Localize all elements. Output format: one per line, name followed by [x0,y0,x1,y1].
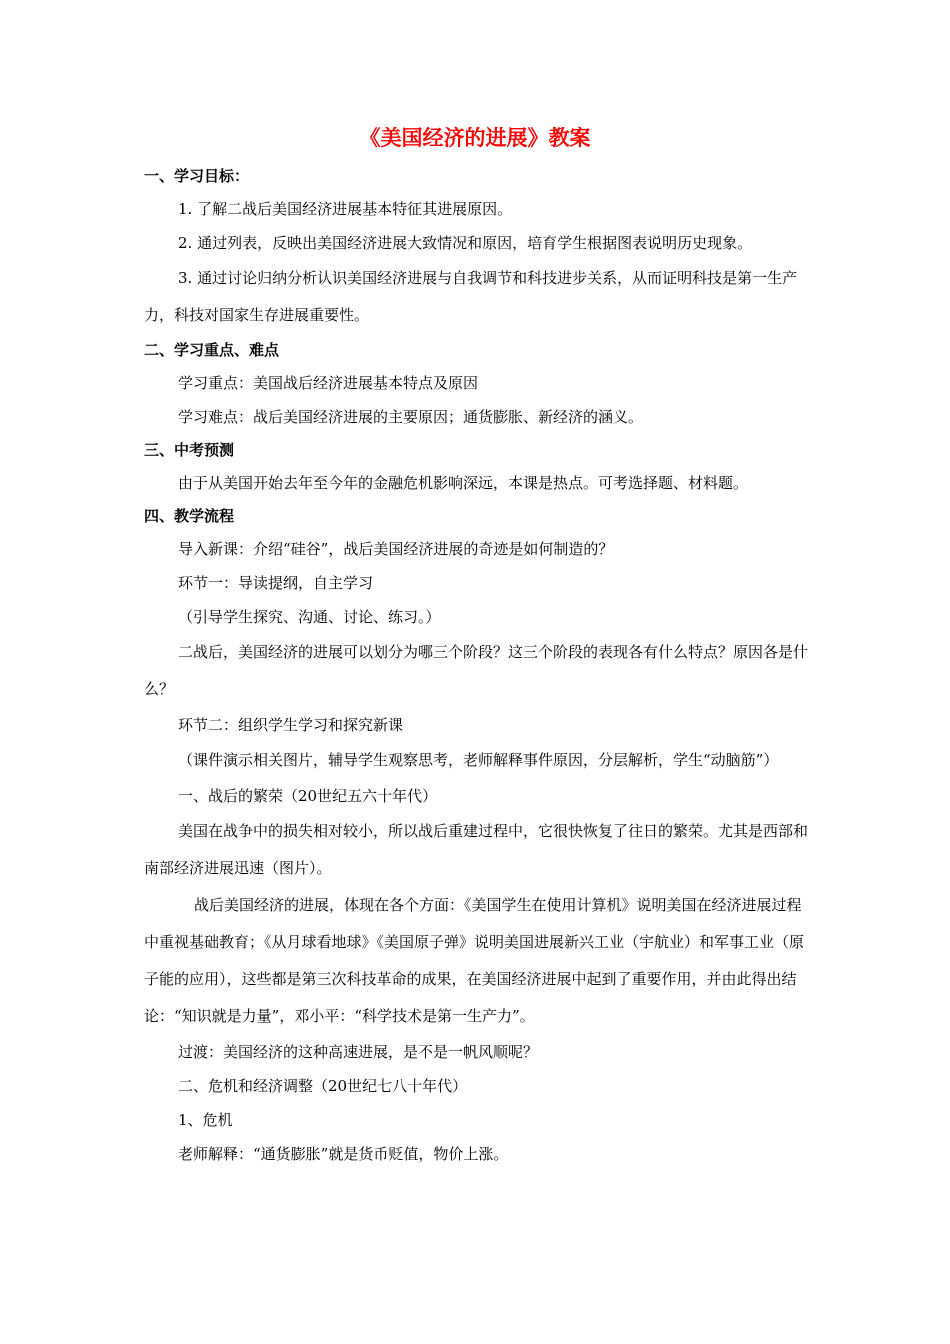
subsection-crisis: 1、危机 [178,1111,233,1129]
subsection-postwar-prosperity: 一、战后的繁荣（20世纪五六十年代） [178,787,438,805]
subsection-crisis-adjustment: 二、危机和经济调整（20世纪七八十年代） [178,1077,468,1095]
postwar-prosperity-text: 美国在战争中的损失相对较小，所以战后重建过程中，它很快恢复了往日的繁荣。尤其是西部和南部经济进展迅速（图片）。 [144,822,809,877]
objective-item-2: 2. 通过列表，反映出美国经济进展大致情况和原因，培育学生根据图表说明历史现象。 [178,234,753,252]
lesson-intro: 导入新课：介绍“硅谷”，战后美国经济进展的奇迹是如何制造的？ [178,540,614,558]
step-two-note: （课件演示相关图片，辅导学生观察思考，老师解释事件原因，分层解析，学生“动脑筋”） [178,751,779,769]
document-title: 《美国经济的进展》教案 [359,126,591,150]
transition-text: 过渡：美国经济的这种高速进展，是不是一帆风顺呢？ [178,1043,539,1061]
objective-item-3: 3. 通过讨论归纳分析认识美国经济进展与自我调节和科技进步关系，从而证明科技是第一生产力，科技对国家生存进展重要性。 [144,269,798,324]
key-point-item: 学习重点：美国战后经济进展基本特点及原因 [178,374,479,392]
section-heading-objectives: 一、学习目标： [144,167,250,185]
step-one-heading: 环节一：导读提纲，自主学习 [178,574,374,592]
section-heading-teaching-process: 四、教学流程 [144,507,235,525]
step-one-question: 二战后，美国经济的进展可以划分为哪三个阶段？这三个阶段的表现各有什么特点？原因各是什么？ [144,643,809,698]
section-heading-exam-forecast: 三、中考预测 [144,441,235,459]
objective-item-1: 1. 了解二战后美国经济进展基本特征其进展原因。 [178,200,513,218]
step-one-note: （引导学生探究、沟通、讨论、练习。） [178,608,441,626]
economic-development-text: 战后美国经济的进展，体现在各个方面：《美国学生在使用计算机》说明美国在经济进展过程中重视基础教育；《从月球看地球》《美国原子弹》说明美国进展新兴工业（宇航业）和军事工业（原子能的应用），这些都是第三次科技革命的成果，在美国经济进展中起到了重要作用，并由此得出结论：“知识就是力量”，邓小平：“科学技术是第一生产力”。 [144,896,805,1025]
exam-forecast-text: 由于从美国开始去年至今年的金融危机影响深远，本课是热点。可考选择题、材料题。 [178,474,749,492]
document-body [144,160,816,1171]
step-two-heading: 环节二：组织学生学习和探究新课 [178,716,404,734]
inflation-explanation: 老师解释：“通货膨胀”就是货币贬值，物价上涨。 [178,1145,509,1163]
difficult-point-item: 学习难点：战后美国经济进展的主要原因；通货膨胀、新经济的涵义。 [178,408,644,426]
section-heading-key-points: 二、学习重点、难点 [144,341,280,359]
